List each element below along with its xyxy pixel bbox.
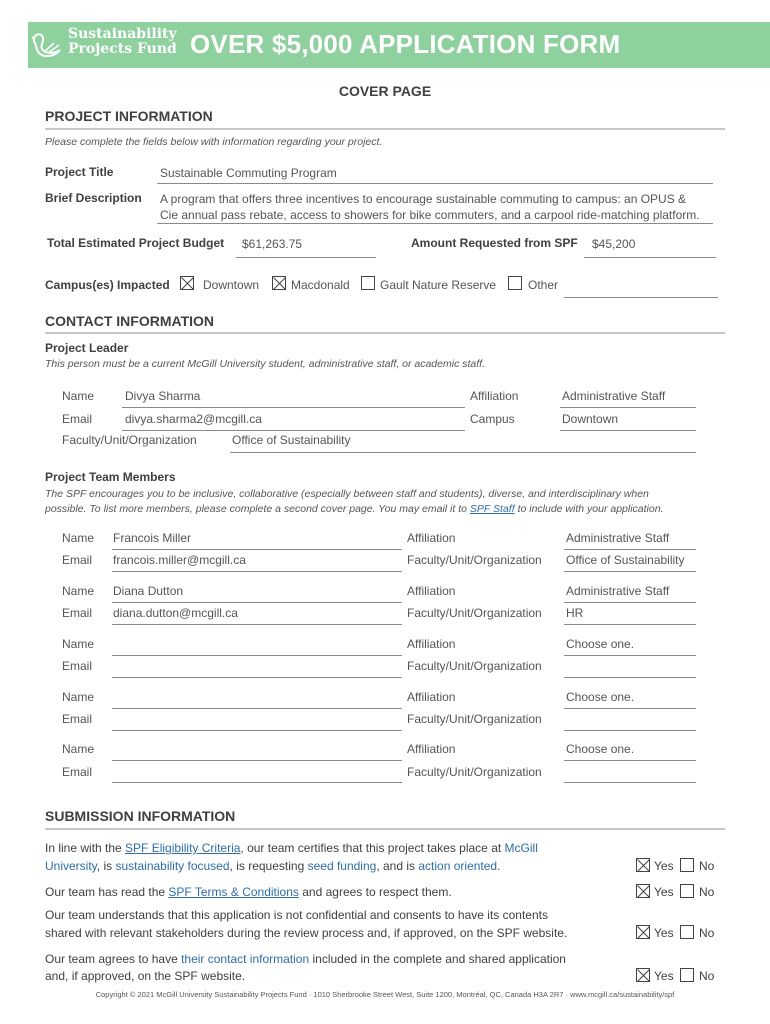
statement-3-line-2: shared with relevant stakeholders during the review process and, if approved, on the SPF website. <box>45 926 568 940</box>
member-affiliation-label: Affiliation <box>407 690 456 704</box>
member-faculty-label: Faculty/Unit/Organization <box>407 606 542 620</box>
macdonald-label: Macdonald <box>291 278 350 292</box>
field-underline <box>564 760 696 761</box>
campus-impacted-label: Campus(es) Impacted <box>45 278 170 292</box>
statement-text: , and is <box>376 859 419 873</box>
university-text: University <box>45 859 97 873</box>
logo-line-1: Sustainability <box>68 26 177 42</box>
no-label: No <box>699 969 715 983</box>
statement-2-yes-checkbox[interactable] <box>636 884 650 898</box>
section-rule <box>45 828 725 830</box>
downtown-label: Downtown <box>203 278 260 292</box>
member-4-affiliation-select[interactable]: Choose one. <box>566 690 635 704</box>
member-3-email-field[interactable] <box>112 677 402 678</box>
member-email-label: Email <box>62 606 93 620</box>
member-1-email-field[interactable]: francois.miller@mcgill.ca <box>113 553 246 567</box>
member-affiliation-label: Affiliation <box>407 637 456 651</box>
field-underline <box>584 257 716 258</box>
team-note-line-2 <box>45 503 663 515</box>
team-note-text: possible. To list more members, please complete a second cover page. You may email it to <box>45 503 467 515</box>
gault-nature-reserve-checkbox[interactable] <box>361 276 375 290</box>
statement-text: , is requesting <box>229 859 308 873</box>
statement-text: , is <box>96 859 116 873</box>
amount-requested-label: Amount Requested from SPF <box>411 236 578 250</box>
member-faculty-label: Faculty/Unit/Organization <box>407 712 542 726</box>
member-4-faculty-field[interactable] <box>564 730 696 731</box>
section-rule <box>45 128 725 130</box>
statement-1-no-checkbox[interactable] <box>680 858 694 872</box>
leader-affiliation-label: Affiliation <box>470 389 519 403</box>
terms-conditions-link[interactable]: SPF Terms & Conditions <box>168 885 299 899</box>
statement-1-line-2 <box>45 857 500 875</box>
member-3-faculty-field[interactable] <box>564 677 696 678</box>
field-underline <box>112 571 402 572</box>
field-underline <box>112 549 402 550</box>
no-label: No <box>699 859 715 873</box>
field-underline <box>122 407 465 408</box>
member-email-label: Email <box>62 659 93 673</box>
member-name-label: Name <box>62 742 95 756</box>
statement-3-no-checkbox[interactable] <box>680 925 694 939</box>
member-4-email-field[interactable] <box>112 730 402 731</box>
member-2-email-field[interactable]: diana.dutton@mcgill.ca <box>113 606 238 620</box>
mcgill-text: McGill <box>504 841 538 855</box>
field-underline <box>564 708 696 709</box>
spf-staff-link[interactable]: SPF Staff <box>469 503 515 515</box>
macdonald-checkbox[interactable] <box>272 276 286 290</box>
field-underline <box>122 430 465 431</box>
member-faculty-label: Faculty/Unit/Organization <box>407 659 542 673</box>
project-info-instructions: Please complete the fields below with information regarding your project. <box>45 136 383 148</box>
field-underline <box>564 655 696 656</box>
contact-info-heading: CONTACT INFORMATION <box>45 313 215 329</box>
member-2-affiliation-select[interactable]: Administrative Staff <box>566 584 670 598</box>
team-members-heading: Project Team Members <box>45 470 176 484</box>
member-2-faculty-field[interactable]: HR <box>566 606 584 620</box>
no-label: No <box>699 926 715 940</box>
form-title: OVER $5,000 APPLICATION FORM <box>190 29 621 59</box>
statement-text: . <box>497 859 501 873</box>
statement-4-yes-checkbox[interactable] <box>636 968 650 982</box>
member-affiliation-label: Affiliation <box>407 742 456 756</box>
sustainability-focused-text: sustainability focused <box>115 859 230 873</box>
statement-3-yes-checkbox[interactable] <box>636 925 650 939</box>
submission-info-heading: SUBMISSION INFORMATION <box>45 808 236 824</box>
member-5-name-field[interactable] <box>112 760 402 761</box>
gault-nature-reserve-label: Gault Nature Reserve <box>380 278 497 292</box>
member-2-name-field[interactable]: Diana Dutton <box>113 584 184 598</box>
team-note-text-end: to include with your application. <box>517 503 664 515</box>
field-underline <box>560 430 696 431</box>
member-email-label: Email <box>62 765 93 779</box>
member-5-faculty-field[interactable] <box>564 782 696 783</box>
member-faculty-label: Faculty/Unit/Organization <box>407 765 542 779</box>
yes-label: Yes <box>654 885 674 899</box>
statement-2-no-checkbox[interactable] <box>680 884 694 898</box>
statement-3-line-1: Our team understands that this application is not confidential and consents to have its contents <box>45 908 548 922</box>
field-underline <box>112 624 402 625</box>
yes-label: Yes <box>654 859 674 873</box>
member-name-label: Name <box>62 690 95 704</box>
statement-text: Our team agrees to have <box>45 952 182 966</box>
other-checkbox[interactable] <box>508 276 522 290</box>
cover-page-title: COVER PAGE <box>338 83 432 99</box>
budget-field[interactable]: $61,263.75 <box>242 237 303 251</box>
field-underline <box>230 452 696 453</box>
member-faculty-label: Faculty/Unit/Organization <box>407 553 542 567</box>
leader-affiliation-select[interactable]: Administrative Staff <box>562 389 666 403</box>
no-label: No <box>699 885 715 899</box>
field-underline <box>157 223 713 224</box>
field-underline <box>112 602 402 603</box>
section-rule <box>45 332 725 334</box>
statement-text: included in the complete and shared application <box>309 952 566 966</box>
statement-4-line-2: and, if approved, on the SPF website. <box>45 969 246 983</box>
project-leader-heading: Project Leader <box>45 341 129 355</box>
leader-email-field[interactable]: divya.sharma2@mcgill.ca <box>125 412 262 426</box>
member-5-email-field[interactable] <box>112 782 402 783</box>
field-underline <box>564 571 696 572</box>
member-5-affiliation-select[interactable]: Choose one. <box>566 742 635 756</box>
field-underline <box>564 549 696 550</box>
leader-campus-select[interactable]: Downtown <box>562 412 619 426</box>
brief-description-line-1[interactable]: A program that offers three incentives to encourage sustainable commuting to campus: an OPUS & <box>160 192 687 206</box>
contact-information-text: their contact information <box>181 952 310 966</box>
eligibility-criteria-link[interactable]: SPF Eligibility Criteria <box>125 841 241 855</box>
bird-icon <box>30 30 64 60</box>
statement-1-line-1 <box>45 839 538 857</box>
leader-name-label: Name <box>62 389 95 403</box>
yes-label: Yes <box>654 969 674 983</box>
statement-2 <box>45 883 452 901</box>
member-name-label: Name <box>62 531 95 545</box>
leader-name-field[interactable]: Divya Sharma <box>125 389 201 403</box>
member-name-label: Name <box>62 637 95 651</box>
member-email-label: Email <box>62 712 93 726</box>
member-3-affiliation-select[interactable]: Choose one. <box>566 637 635 651</box>
project-title-field[interactable]: Sustainable Commuting Program <box>160 166 337 180</box>
field-underline <box>236 257 376 258</box>
project-title-label: Project Title <box>45 165 114 179</box>
logo-text <box>68 27 177 57</box>
brief-description-label: Brief Description <box>45 191 142 205</box>
downtown-checkbox[interactable] <box>180 276 194 290</box>
statement-text: In line with the <box>45 841 126 855</box>
logo-line-2: Projects Fund <box>68 41 177 57</box>
action-oriented-text: action oriented <box>418 859 498 873</box>
field-underline <box>564 602 696 603</box>
copyright-footer: Copyright © 2021 McGill University Sustainability Projects Fund · 1010 Sherbrooke Street West, Suite 1200, Montréal, QC, Canada H3A 2R7 · www.mcgill.ca/sustainability/spf <box>95 990 675 999</box>
field-underline <box>560 407 696 408</box>
seed-funding-text: seed funding <box>307 859 377 873</box>
member-affiliation-label: Affiliation <box>407 531 456 545</box>
team-note-line-1: The SPF encourages you to be inclusive, collaborative (especially between staff and students), diverse, and interdisciplinary when <box>45 488 649 500</box>
statement-4-no-checkbox[interactable] <box>680 968 694 982</box>
project-leader-note: This person must be a current McGill University student, administrative staff, or academic staff. <box>45 358 485 370</box>
leader-faculty-field[interactable]: Office of Sustainability <box>232 433 351 447</box>
member-name-label: Name <box>62 584 95 598</box>
member-affiliation-label: Affiliation <box>407 584 456 598</box>
leader-faculty-label: Faculty/Unit/Organization <box>62 433 197 447</box>
other-campus-field[interactable] <box>564 297 718 298</box>
member-3-name-field[interactable] <box>112 655 402 656</box>
statement-1-yes-checkbox[interactable] <box>636 858 650 872</box>
brief-description-line-2[interactable]: Cie annual pass rebate, access to showers for bike commuters, and a carpool ride-matching platform. <box>160 208 700 222</box>
leader-campus-label: Campus <box>470 412 515 426</box>
amount-requested-field[interactable]: $45,200 <box>592 237 636 251</box>
statement-text: and agrees to respect them. <box>298 885 452 899</box>
member-4-name-field[interactable] <box>112 708 402 709</box>
member-1-affiliation-select[interactable]: Administrative Staff <box>566 531 670 545</box>
member-1-faculty-field[interactable]: Office of Sustainability <box>566 553 685 567</box>
other-label: Other <box>528 278 559 292</box>
yes-label: Yes <box>654 926 674 940</box>
field-underline <box>157 183 713 184</box>
project-info-heading: PROJECT INFORMATION <box>45 108 213 124</box>
statement-text: Our team has read the <box>45 885 169 899</box>
field-underline <box>564 624 696 625</box>
statement-text: , our team certifies that this project takes place at <box>240 841 505 855</box>
leader-email-label: Email <box>62 412 93 426</box>
member-1-name-field[interactable]: Francois Miller <box>113 531 192 545</box>
member-email-label: Email <box>62 553 93 567</box>
budget-label: Total Estimated Project Budget <box>47 236 225 250</box>
statement-4-line-1 <box>45 950 566 968</box>
